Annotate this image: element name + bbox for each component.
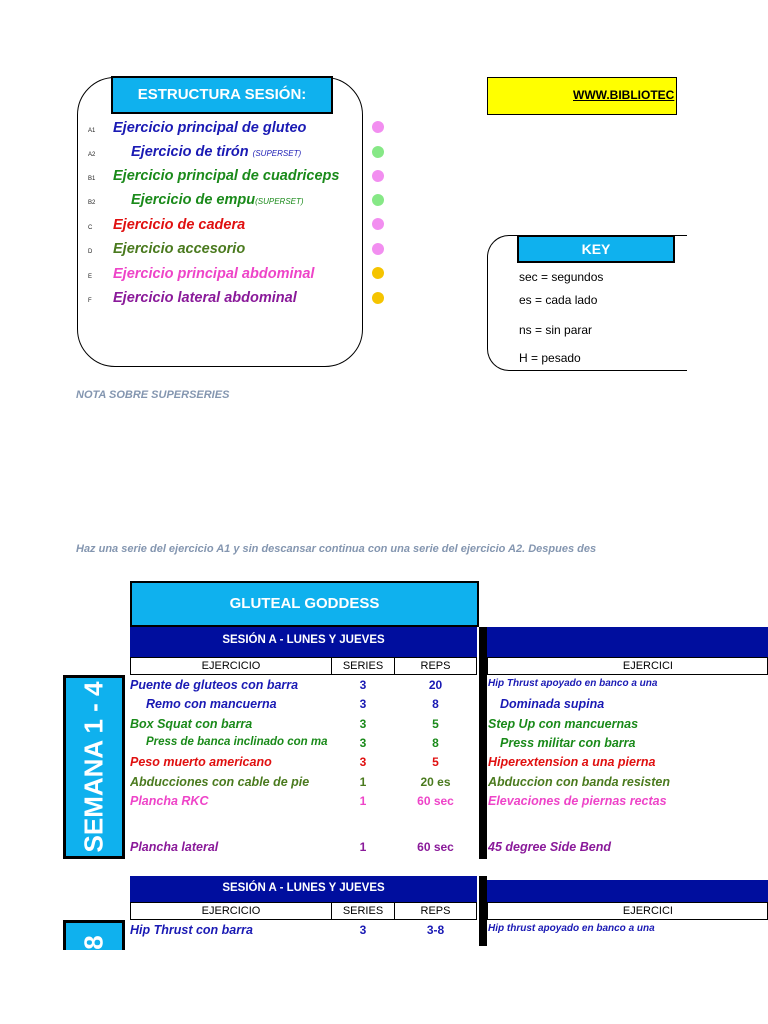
series-value: 3 bbox=[359, 755, 367, 769]
structure-item bbox=[113, 241, 245, 257]
row-code: F bbox=[88, 298, 92, 304]
row-code: B1 bbox=[88, 176, 96, 182]
header-series: SERIES bbox=[331, 657, 395, 675]
week-label-2-text: 8 bbox=[78, 935, 109, 950]
color-dot-icon bbox=[372, 121, 384, 133]
row-code: A1 bbox=[88, 128, 96, 134]
header-exercise: EJERCICIO bbox=[130, 902, 332, 920]
reps-value: 60 sec bbox=[417, 794, 454, 808]
series-value: 1 bbox=[359, 794, 367, 808]
reps-value: 20 bbox=[428, 678, 443, 692]
color-dot-icon bbox=[372, 243, 384, 255]
column-divider bbox=[479, 627, 487, 859]
series-value: 3 bbox=[359, 717, 367, 731]
reps-value: 8 bbox=[432, 736, 439, 750]
header-series: SERIES bbox=[331, 902, 395, 920]
key-item: es = cada lado bbox=[519, 293, 598, 307]
structure-item-label: Ejercicio principal de cuadriceps bbox=[113, 168, 340, 184]
exercise-name: Plancha lateral bbox=[130, 840, 219, 854]
series-value: 1 bbox=[359, 840, 367, 854]
reps-value: 60 sec bbox=[417, 840, 454, 854]
week-label-2 bbox=[63, 920, 125, 950]
structure-item bbox=[113, 217, 245, 233]
header-exercise-right: EJERCICI bbox=[487, 657, 768, 675]
exercise-name-right: Hip thrust apoyado en banco a una bbox=[488, 923, 655, 934]
exercise-name-right: Step Up con mancuernas bbox=[488, 717, 639, 731]
note-title: NOTA SOBRE SUPERSERIES bbox=[76, 389, 230, 401]
structure-item-label: Ejercicio principal abdominal bbox=[113, 266, 315, 282]
structure-item-label: Ejercicio accesorio bbox=[113, 241, 246, 257]
structure-item-label: Ejercicio de empu bbox=[131, 192, 256, 208]
structure-item bbox=[131, 144, 301, 160]
color-dot-icon bbox=[372, 218, 384, 230]
structure-item bbox=[113, 168, 339, 184]
exercise-name: Plancha RKC bbox=[130, 794, 209, 808]
exercise-name: Press de banca inclinado con ma bbox=[146, 736, 328, 748]
exercise-name: Remo con mancuerna bbox=[146, 697, 277, 711]
reps-value: 20 es bbox=[420, 775, 451, 789]
header-exercise-right: EJERCICI bbox=[487, 902, 768, 920]
exercise-name: Puente de gluteos con barra bbox=[130, 678, 299, 692]
header-reps: REPS bbox=[394, 657, 477, 675]
session-bar-right bbox=[487, 627, 768, 657]
note-body: Haz una serie del ejercicio A1 y sin descansar continua con una serie del ejercicio A2. Despues des bbox=[76, 543, 597, 555]
row-code: C bbox=[88, 225, 93, 231]
row-code: D bbox=[88, 249, 93, 255]
reps-value: 5 bbox=[432, 717, 439, 731]
session-bar: SESIÓN A - LUNES Y JUEVES bbox=[130, 627, 477, 657]
key-item: H = pesado bbox=[519, 351, 581, 365]
session-bar-right bbox=[487, 880, 768, 902]
key-item: ns = sin parar bbox=[519, 323, 593, 337]
exercise-name: Hip Thrust con barra bbox=[130, 923, 253, 937]
header-reps: REPS bbox=[394, 902, 477, 920]
structure-item-label: Ejercicio de tirón bbox=[131, 144, 253, 160]
exercise-name-right: Hiperextension a una pierna bbox=[488, 755, 656, 769]
exercise-name-right: Hip Thrust apoyado en banco a una bbox=[488, 678, 658, 689]
week-label-1-text: SEMANA 1 - 4 bbox=[78, 681, 109, 853]
reps-value: 8 bbox=[432, 697, 439, 711]
reps-value: 3-8 bbox=[426, 923, 445, 937]
key-title: KEY bbox=[517, 235, 675, 263]
week-label-1 bbox=[63, 675, 125, 859]
series-value: 3 bbox=[359, 697, 367, 711]
estructura-title: ESTRUCTURA SESIÓN: bbox=[111, 76, 333, 114]
superset-tag: (SUPERSET) bbox=[255, 197, 304, 206]
key-item: sec = segundos bbox=[519, 270, 604, 284]
header-exercise: EJERCICIO bbox=[130, 657, 332, 675]
series-value: 3 bbox=[359, 678, 367, 692]
row-code: E bbox=[88, 274, 93, 280]
row-code: B2 bbox=[88, 200, 96, 206]
exercise-name-right: 45 degree Side Bend bbox=[488, 840, 611, 854]
superset-tag: (SUPERSET) bbox=[252, 149, 302, 158]
color-dot-icon bbox=[372, 194, 384, 206]
structure-item-label: Ejercicio de cadera bbox=[113, 217, 246, 233]
color-dot-icon bbox=[372, 267, 384, 279]
column-divider bbox=[479, 876, 487, 946]
structure-item bbox=[113, 266, 314, 282]
color-dot-icon bbox=[372, 170, 384, 182]
row-code: A2 bbox=[88, 152, 96, 158]
series-value: 3 bbox=[359, 736, 367, 750]
color-dot-icon bbox=[372, 146, 384, 158]
exercise-name-right: Abduccion con banda resisten bbox=[488, 775, 670, 789]
exercise-name: Box Squat con barra bbox=[130, 717, 253, 731]
exercise-name-right: Elevaciones de piernas rectas bbox=[488, 794, 667, 808]
exercise-name: Peso muerto americano bbox=[130, 755, 272, 769]
structure-item-label: Ejercicio lateral abdominal bbox=[113, 290, 297, 306]
series-value: 3 bbox=[359, 923, 367, 937]
structure-item bbox=[113, 290, 297, 306]
color-dot-icon bbox=[372, 292, 384, 304]
exercise-name: Abducciones con cable de pie bbox=[130, 775, 310, 789]
program-title: GLUTEAL GODDESS bbox=[130, 581, 479, 627]
reps-value: 5 bbox=[432, 755, 439, 769]
exercise-name-right: Press militar con barra bbox=[500, 736, 636, 750]
structure-item-label: Ejercicio principal de gluteo bbox=[113, 120, 307, 136]
website-link[interactable]: WWW.BIBLIOTEC bbox=[487, 77, 677, 115]
structure-item bbox=[131, 192, 304, 208]
session-bar: SESIÓN A - LUNES Y JUEVES bbox=[130, 876, 477, 902]
exercise-name-right: Dominada supina bbox=[500, 697, 605, 711]
series-value: 1 bbox=[359, 775, 367, 789]
structure-item bbox=[113, 120, 306, 136]
